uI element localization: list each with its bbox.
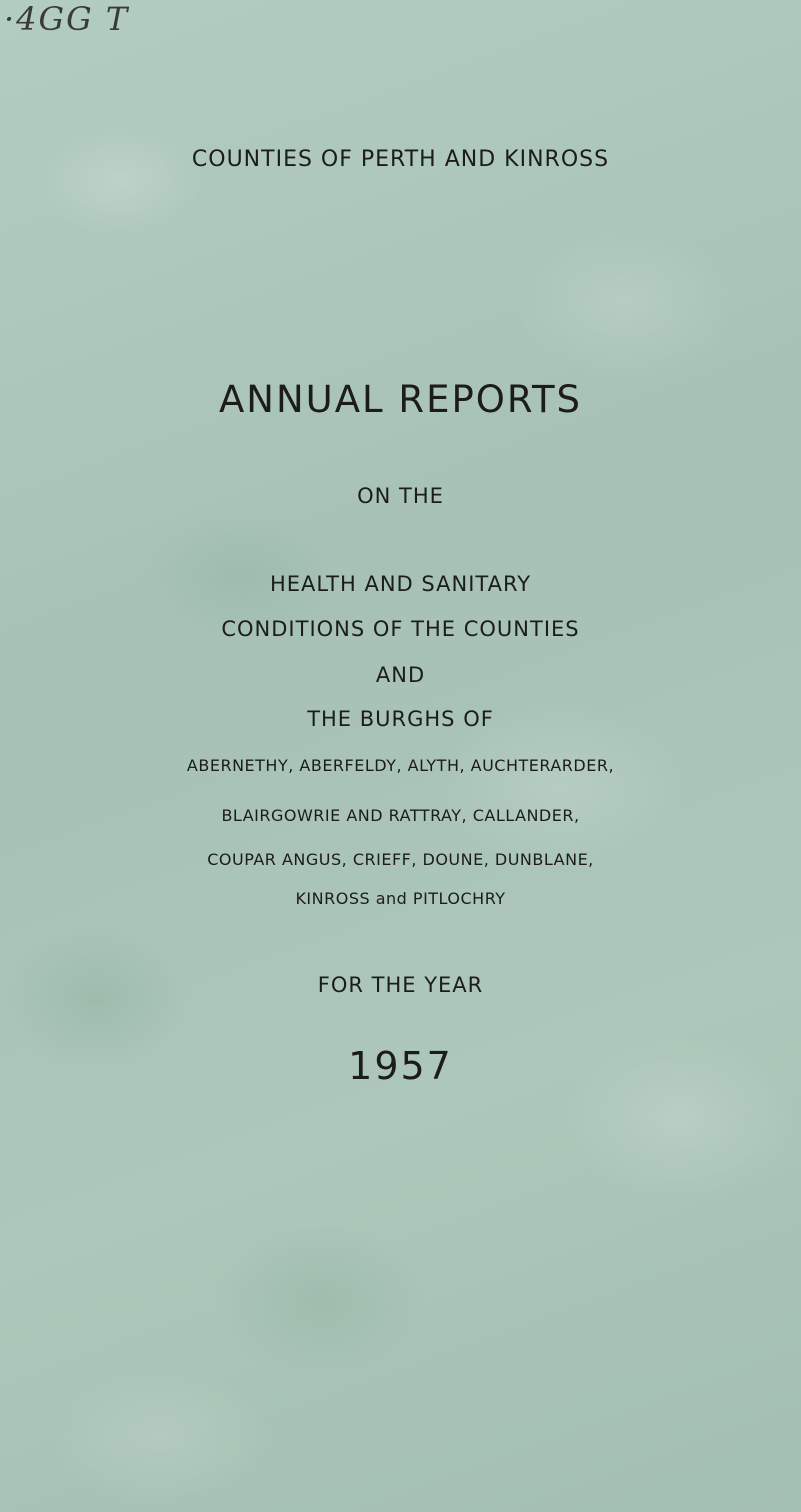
subtitle-and: AND	[375, 663, 426, 687]
burghs-line: COUPAR ANGUS, CRIEFF, DOUNE, DUNBLANE,	[207, 850, 594, 869]
burghs-line: ABERNETHY, ABERFELDY, ALYTH, AUCHTERARDER,	[186, 756, 615, 775]
report-year: 1957	[348, 1044, 453, 1088]
subtitle-conditions: CONDITIONS OF THE COUNTIES	[221, 617, 580, 641]
handwritten-catalog-mark: ·4GG T	[4, 0, 130, 38]
burghs-line: KINROSS and PITLOCHRY	[295, 889, 506, 908]
burghs-line: BLAIRGOWRIE AND RATTRAY, CALLANDER,	[221, 806, 580, 825]
for-the-year-label: FOR THE YEAR	[317, 973, 484, 997]
subtitle-health-sanitary: HEALTH AND SANITARY	[269, 572, 532, 596]
subtitle-burghs-of: THE BURGHS OF	[307, 707, 494, 731]
header-counties: COUNTIES OF PERTH AND KINROSS	[191, 147, 610, 172]
title-annual-reports: ANNUAL REPORTS	[218, 378, 583, 421]
subtitle-on-the: ON THE	[357, 484, 444, 508]
